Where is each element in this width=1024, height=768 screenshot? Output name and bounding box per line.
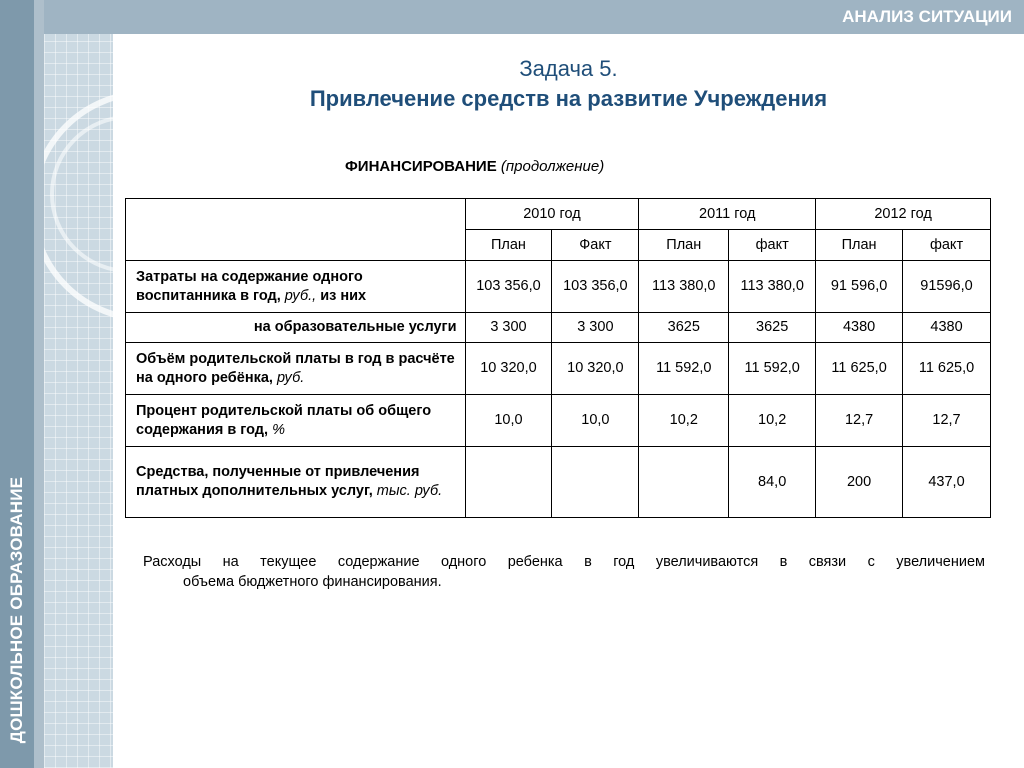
year-header: 2012 год [816, 199, 991, 230]
row-label [126, 313, 466, 343]
table-cell [552, 447, 639, 518]
table-cell: 10,2 [729, 395, 816, 447]
table-cell: 11 625,0 [816, 343, 903, 395]
slide-content [113, 34, 1024, 768]
table-cell: 91596,0 [903, 261, 991, 313]
row-label-text: Процент родительской платы об общего содержания в год, [136, 402, 432, 438]
task-number: Задача 5. [519, 56, 618, 81]
table-cell: 437,0 [903, 447, 991, 518]
row-label-text: Затраты на содержание одного воспитанника в год, [136, 268, 363, 304]
section-label: АНАЛИЗ СИТУАЦИИ [842, 7, 1012, 26]
row-label [126, 395, 466, 447]
table-cell: 11 592,0 [729, 343, 816, 395]
row-label-unit: % [272, 421, 285, 438]
row-label-unit: тыс. руб. [376, 483, 443, 499]
column-header: План [465, 230, 552, 261]
row-label [126, 447, 466, 518]
table-cell: 113 380,0 [729, 261, 816, 313]
column-header: факт [903, 230, 991, 261]
financing-table [125, 198, 991, 518]
table-cell [465, 447, 552, 518]
top-banner [44, 0, 1024, 34]
table-cell: 11 625,0 [903, 343, 991, 395]
year-header: 2011 год [639, 199, 816, 230]
vertical-section-label: ДОШКОЛЬНОЕ ОБРАЗОВАНИЕ [7, 476, 26, 744]
row-label-unit: руб. [276, 369, 305, 386]
vertical-strip [0, 0, 34, 768]
row-label-text: Объём родительской платы в год в расчёте на одного ребёнка, [136, 350, 455, 386]
table-cell: 84,0 [729, 447, 816, 518]
column-header: факт [729, 230, 816, 261]
conclusion-text-line: Расходы на текущее содержание одного ребенка в год увеличиваются в связи с увеличением [143, 554, 985, 570]
row-label-suffix: из них [320, 287, 367, 304]
table-cell: 4380 [816, 313, 903, 343]
table-cell: 10 320,0 [552, 343, 639, 395]
table-row [126, 313, 991, 343]
conclusion-text-line: объема бюджетного финансирования. [183, 574, 442, 590]
table-cell: 10,0 [465, 395, 552, 447]
table-cell: 12,7 [816, 395, 903, 447]
table-cell: 103 356,0 [465, 261, 552, 313]
section-heading-text: ФИНАНСИРОВАНИЕ [345, 158, 497, 175]
table-row [126, 447, 991, 518]
column-header: План [816, 230, 903, 261]
table-cell: 3625 [639, 313, 729, 343]
table-corner-cell [126, 199, 466, 261]
table-cell: 10,2 [639, 395, 729, 447]
row-label [126, 261, 466, 313]
table-row [126, 395, 991, 447]
table-cell: 10 320,0 [465, 343, 552, 395]
column-header: План [639, 230, 729, 261]
sidebar-divider [34, 0, 44, 768]
table-cell: 3 300 [552, 313, 639, 343]
table-cell: 103 356,0 [552, 261, 639, 313]
table-cell [639, 447, 729, 518]
table-cell: 11 592,0 [639, 343, 729, 395]
table-cell: 200 [816, 447, 903, 518]
table-cell: 10,0 [552, 395, 639, 447]
table-row [126, 261, 991, 313]
year-header: 2010 год [465, 199, 639, 230]
table-cell: 91 596,0 [816, 261, 903, 313]
task-title: Привлечение средств на развитие Учреждения [309, 86, 828, 111]
section-heading-note: (продолжение) [500, 158, 605, 175]
table-cell: 4380 [903, 313, 991, 343]
row-label-text: на образовательные услуги [253, 319, 457, 335]
row-label [126, 343, 466, 395]
section-heading [345, 158, 604, 175]
row-label-text: Средства, полученные от привлечения платных дополнительных услуг, [136, 464, 420, 499]
table-row [126, 343, 991, 395]
table-cell: 113 380,0 [639, 261, 729, 313]
column-header: Факт [552, 230, 639, 261]
table-cell: 3625 [729, 313, 816, 343]
row-label-unit: руб., [284, 287, 317, 304]
table-cell: 3 300 [465, 313, 552, 343]
table-cell: 12,7 [903, 395, 991, 447]
